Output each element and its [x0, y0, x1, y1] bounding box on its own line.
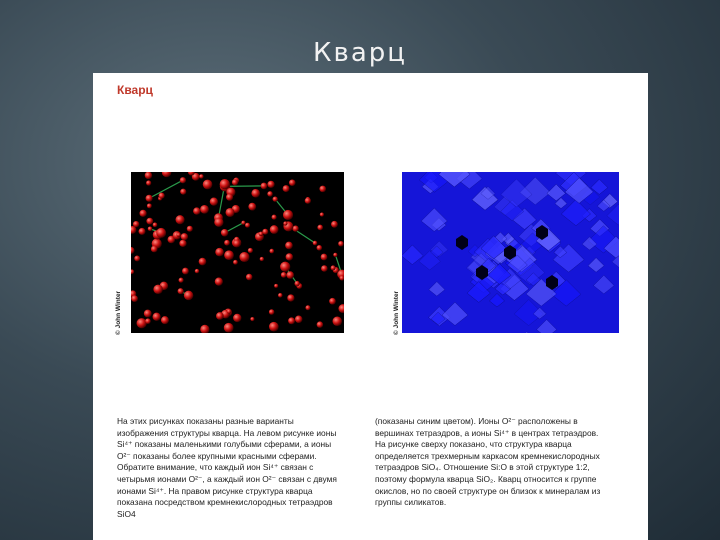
quartz-ball-model-image: [131, 172, 344, 333]
description-left: На этих рисунках показаны разные варианты изображения структуры кварца. На левом рисунке ионы Si⁴⁺ показаны маленькими голубыми сферами, а ионы O²⁻ показаны более крупными красными сферами. Обратите внимание, что каждый ион Si⁴⁺ связан с четырьмя ионами O²⁻, а каждый ион O²⁻ связан с двумя ионами Si⁴⁺. На правом рисунке структура кварца показана посредством кремнекислородных тетраэдров SiO4: [117, 416, 337, 519]
page-heading: Кварц: [117, 83, 153, 97]
quartz-tetrahedra-image: [402, 172, 619, 333]
document-page: [93, 73, 648, 540]
copyright-left: © John Winter: [115, 290, 122, 335]
description-right: (показаны синим цветом). Ионы O²⁻ расположены в вершинах тетраэдров, а ионы Si⁴⁺ в центрах тетраэдров. На рисунке сверху показано, что структура кварца определяется трехмерным каркасом кремнекислородных тетраэдров SiO₄. Отношение Si:O в этой структуре 1:2, поэтому формула кварца SiO₂. Кварц относится к группе окислов, но по своей структуре он близок к минералам из группы силикатов.: [375, 416, 601, 508]
copyright-right: © John Winter: [393, 290, 400, 335]
slide-title: Кварц: [313, 38, 407, 68]
